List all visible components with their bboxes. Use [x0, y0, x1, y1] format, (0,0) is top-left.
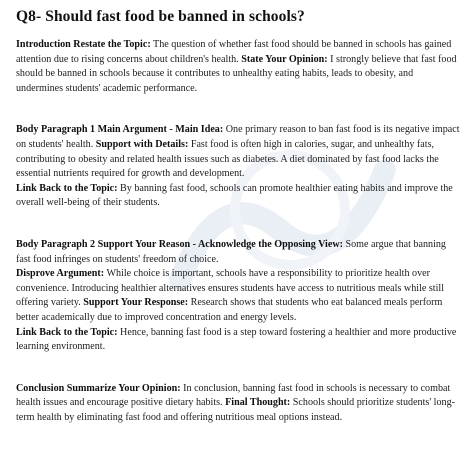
body2-support-label: Support Your Response:	[83, 297, 189, 309]
body1-main-idea-text: One primary reason to ban fast food is its negative impact on students' health.	[16, 124, 460, 150]
conclusion-summary-text: In conclusion, banning fast food in schools is necessary to combat health issues and encourage positive dietary habits.	[16, 382, 451, 409]
introduction-paragraph	[16, 38, 462, 96]
paragraph-spacer	[16, 96, 462, 123]
intro-opinion-text: I strongly believe that fast food should be banned in schools because it contributes to unhealthy eating habits, leads to obesity, and undermines students' academic performance.	[16, 53, 457, 94]
body2-link-label: Link Back to the Topic:	[16, 326, 118, 338]
body2-disprove-text: While choice is important, schools have a responsibility to prioritize health over convenience. Introducing healthier alternatives ensures students have access to nutritious meals while still offering variety.	[16, 268, 445, 309]
paragraph-spacer	[16, 355, 462, 382]
document-page	[16, 4, 462, 425]
conclusion-paragraph	[16, 382, 462, 426]
body2-link-text: Hence, banning fast food is a step toward fostering a healthier and more productive learning environment.	[16, 326, 457, 353]
body2-disprove-label: Disprove Argument:	[16, 268, 105, 280]
conclusion-final-text: Schools should prioritize students' long-term health by eliminating fast food and offering nutritious meal options instead.	[16, 397, 455, 423]
body2-opposing-label: Body Paragraph 2 Support Your Reason - Acknowledge the Opposing View:	[16, 238, 343, 250]
conclusion-final-label: Final Thought:	[225, 397, 291, 409]
body1-main-idea-label: Body Paragraph 1 Main Argument - Main Idea:	[16, 124, 224, 136]
intro-restate-text: The question of whether fast food should be banned in schools has gained attention due to rising concerns about children's health.	[16, 39, 452, 65]
body1-details-label: Support with Details:	[95, 138, 189, 150]
body1-link-label: Link Back to the Topic:	[16, 182, 118, 194]
body-paragraph-2	[16, 238, 462, 355]
conclusion-summary-label: Conclusion Summarize Your Opinion:	[16, 382, 181, 394]
body2-support-text: Research shows that students who eat balanced meals perform better academically due to improved concentration and energy levels.	[16, 297, 443, 323]
paragraph-spacer	[16, 211, 462, 238]
body1-link-text: By banning fast food, schools can promote healthier eating habits and improve the overall well-being of their students.	[16, 182, 453, 209]
intro-opinion-label: State Your Opinion:	[241, 53, 328, 65]
body1-details-text: Fast food is often high in calories, sugar, and unhealthy fats, contributing to obesity and related health issues such as diabetes. A diet dominated by fast food lacks the essential nutrients required for growth and development.	[16, 138, 439, 180]
intro-restate-label: Introduction Restate the Topic:	[16, 39, 151, 50]
page-title: Q8- Should fast food be banned in schools?	[16, 8, 305, 25]
body2-opposing-text: Some argue that banning fast food infringes on students' freedom of choice.	[16, 238, 446, 265]
body-paragraph-1	[16, 123, 462, 211]
